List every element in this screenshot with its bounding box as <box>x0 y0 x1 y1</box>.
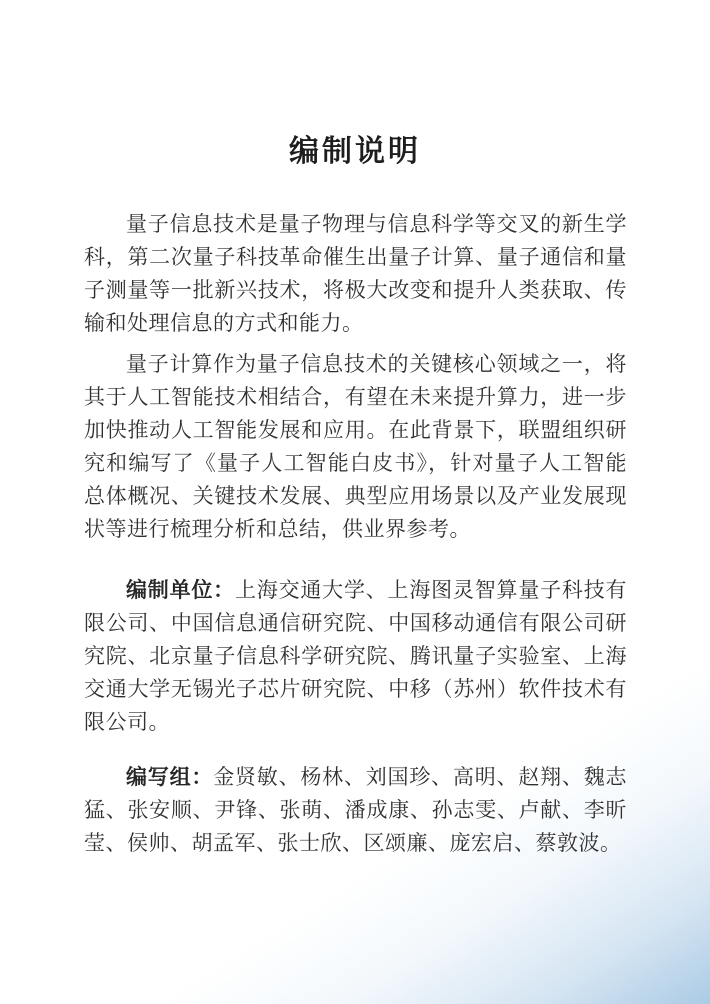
paragraph-compiling-units <box>84 574 627 739</box>
paragraph-intro-text: 量子信息技术是量子物理与信息科学等交叉的新生学科，第二次量子科技革命催生出量子计算、量子通信和量子测量等一批新兴技术，将极大改变和提升人类获取、传输和处理信息的方式和能力。 <box>84 212 627 335</box>
page-title: 编制说明 <box>289 135 421 168</box>
units-label: 编制单位： <box>126 578 235 602</box>
paragraph-background <box>84 348 627 546</box>
paragraph-writing-group <box>84 761 627 860</box>
paragraph-intro <box>84 208 627 340</box>
paragraph-background-text: 量子计算作为量子信息技术的关键核心领域之一，将其于人工智能技术相结合，有望在未来提升算力，进一步加快推动人工智能发展和应用。在此背景下，联盟组织研究和编写了《量子人工智能白皮书》，针对量子人工智能总体概况、关键技术发展、典型应用场景以及产业发展现状等进行梳理分析和总结，供业界参考。 <box>84 352 627 541</box>
authors-label: 编写组： <box>126 765 214 789</box>
units-text: 上海交通大学、上海图灵智算量子科技有限公司、中国信息通信研究院、中国移动通信有限公司研究院、北京量子信息科学研究院、腾讯量子实验室、上海交通大学无锡光子芯片研究院、中移（苏州）软件技术有限公司。 <box>84 578 628 734</box>
document-body <box>0 170 710 860</box>
authors-text: 金贤敏、杨林、刘国珍、高明、赵翔、魏志猛、张安顺、尹锋、张萌、潘成康、孙志雯、卢献、李昕莹、侯帅、胡孟军、张士欣、区颂廉、庞宏启、蔡敦波。 <box>84 765 628 855</box>
